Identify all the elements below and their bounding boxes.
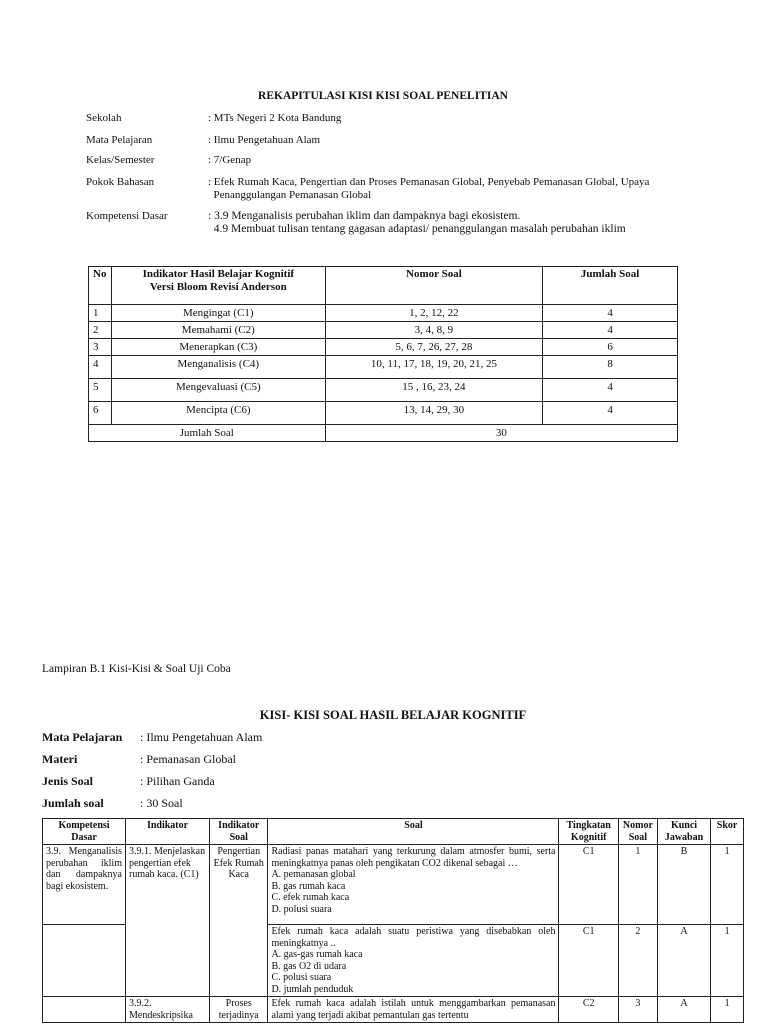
info-label-kd: Kompetensi Dasar [86,210,168,222]
row-no: 3 [89,339,112,356]
row-jumlah: 4 [543,305,678,322]
cell-indikator-soal: Pengertian Efek Rumah Kaca [210,845,268,997]
cell-indikator: 3.9.2. Mendeskripsika [126,997,210,1023]
header-jumlah-soal: Jumlah Soal [543,267,678,305]
header-skor: Skor [711,819,744,845]
cell-skor: 1 [711,845,744,925]
row-jumlah: 4 [543,402,678,425]
cell-kd-empty [43,997,126,1023]
row-no: 4 [89,356,112,379]
cell-kunci: A [657,997,710,1023]
cell-skor: 1 [711,997,744,1023]
header-nomor-soal: Nomor Soal [325,267,543,305]
header-kd: Kompetensi Dasar [43,819,126,845]
meta-label-materi: Materi [42,752,78,766]
row-no: 6 [89,402,112,425]
header-indikator-soal: Indikator Soal [210,819,268,845]
info-value-sekolah: : MTs Negeri 2 Kota Bandung [208,112,342,124]
cell-kd: 3.9. Menganalisis perubahan iklim dan dampaknya bagi ekosistem. [43,845,126,925]
row-indikator: Mengingat (C1) [111,305,325,322]
meta-value-jenis: : Pilihan Ganda [140,774,215,788]
table-row [89,402,678,425]
cell-kd-empty [43,925,126,997]
info-label-kelas: Kelas/Semester [86,154,155,166]
table-row [89,379,678,402]
row-nomor: 1, 2, 12, 22 [325,305,543,322]
header-tingkatan: Tingkatan Kognitif [559,819,618,845]
row-nomor: 15 , 16, 23, 24 [325,379,543,402]
row-no: 1 [89,305,112,322]
info-label-sekolah: Sekolah [86,112,122,124]
header-no: No [89,267,112,305]
rekap-table [88,266,678,442]
row-no: 5 [89,379,112,402]
header-soal: Soal [268,819,559,845]
lampiran-caption: Lampiran B.1 Kisi-Kisi & Soal Uji Coba [42,663,231,675]
cell-indikator: 3.9.1. Menjelaskan pengertian efek rumah kaca. (C1) [126,845,210,997]
info-label-mapel: Mata Pelajaran [86,134,153,146]
info-label-pokok: Pokok Bahasan [86,176,155,188]
row-nomor: 3, 4, 8, 9 [325,322,543,339]
info-value-pokok: : Efek Rumah Kaca, Pengertian dan Proses Pemanasan Global, Penyebab Pemanasan Global, Upaya Penanggulangan Pemanasan Global [208,176,650,201]
cell-soal-3: Efek rumah kaca adalah istilah untuk menggambarkan pemanasan alami yang terjadi akibat pemantulan gas tertentu [268,997,559,1023]
rekap-header-row [89,267,678,305]
row-jumlah: 4 [543,322,678,339]
row-indikator: Mengevaluasi (C5) [111,379,325,402]
info-value-mapel: : Ilmu Pengetahuan Alam [208,134,321,146]
cell-tingkatan: C1 [559,845,618,925]
table-row [89,322,678,339]
header-indikator: Indikator Hasil Belajar Kognitif Versi Bloom Revisi Anderson [111,267,325,305]
total-label: Jumlah Soal [89,425,326,442]
row-jumlah: 4 [543,379,678,402]
table-row [89,305,678,322]
meta-value-jumlah: : 30 Soal [140,796,183,810]
row-jumlah: 8 [543,356,678,379]
cell-nomor: 2 [618,925,657,997]
kisi-table [42,818,744,1023]
cell-nomor: 3 [618,997,657,1023]
cell-tingkatan: C2 [559,997,618,1023]
cell-kunci: B [657,845,710,925]
row-jumlah: 6 [543,339,678,356]
header-nomor: Nomor Soal [618,819,657,845]
header-indikator: Indikator [126,819,210,845]
kisi-header-row [43,819,744,845]
info-value-kd: : 3.9 Menganalisis perubahan iklim dan dampaknya bagi ekosistem. 4.9 Membuat tulisan tentang gagasan adaptasi/ penanggulangan masalah perubahan iklim [208,210,626,235]
cell-soal-1: Radiasi panas matahari yang terkurung dalam atmosfer bumi, serta meningkatnya panas oleh pengikatan CO2 dikenal sebagai … A. pemanasan global B. gas rumah kaca C. efek rumah kaca D. polusi suara [268,845,559,925]
table-row [43,997,744,1023]
row-indikator: Menerapkan (C3) [111,339,325,356]
cell-indikator-soal: Proses terjadinya [210,997,268,1023]
table-row [43,845,744,925]
cell-soal-2: Efek rumah kaca adalah suatu peristiwa yang disebabkan oleh meningkatnya .. A. gas-gas rumah kaca B. gas O2 di udara C. polusi suara D. jumlah penduduk [268,925,559,997]
table-row [89,356,678,379]
row-nomor: 5, 6, 7, 26, 27, 28 [325,339,543,356]
meta-value-materi: : Pemanasan Global [140,752,236,766]
row-indikator: Menganalisis (C4) [111,356,325,379]
meta-value-mapel: : Ilmu Pengetahuan Alam [140,730,263,744]
row-no: 2 [89,322,112,339]
kisi-title: KISI- KISI SOAL HASIL BELAJAR KOGNITIF [259,708,527,722]
table-row [89,339,678,356]
rekap-title: REKAPITULASI KISI KISI SOAL PENELITIAN [258,90,508,102]
row-indikator: Memahami (C2) [111,322,325,339]
cell-skor: 1 [711,925,744,997]
meta-label-jenis: Jenis Soal [42,774,94,788]
cell-kunci: A [657,925,710,997]
rekap-total-row [89,425,678,442]
cell-nomor: 1 [618,845,657,925]
meta-label-mapel: Mata Pelajaran [42,730,123,744]
row-nomor: 10, 11, 17, 18, 19, 20, 21, 25 [325,356,543,379]
meta-label-jumlah: Jumlah soal [42,796,104,810]
info-value-kelas: : 7/Genap [208,154,252,166]
header-kunci: Kunci Jawaban [657,819,710,845]
total-value: 30 [325,425,677,442]
cell-tingkatan: C1 [559,925,618,997]
row-nomor: 13, 14, 29, 30 [325,402,543,425]
row-indikator: Mencipta (C6) [111,402,325,425]
